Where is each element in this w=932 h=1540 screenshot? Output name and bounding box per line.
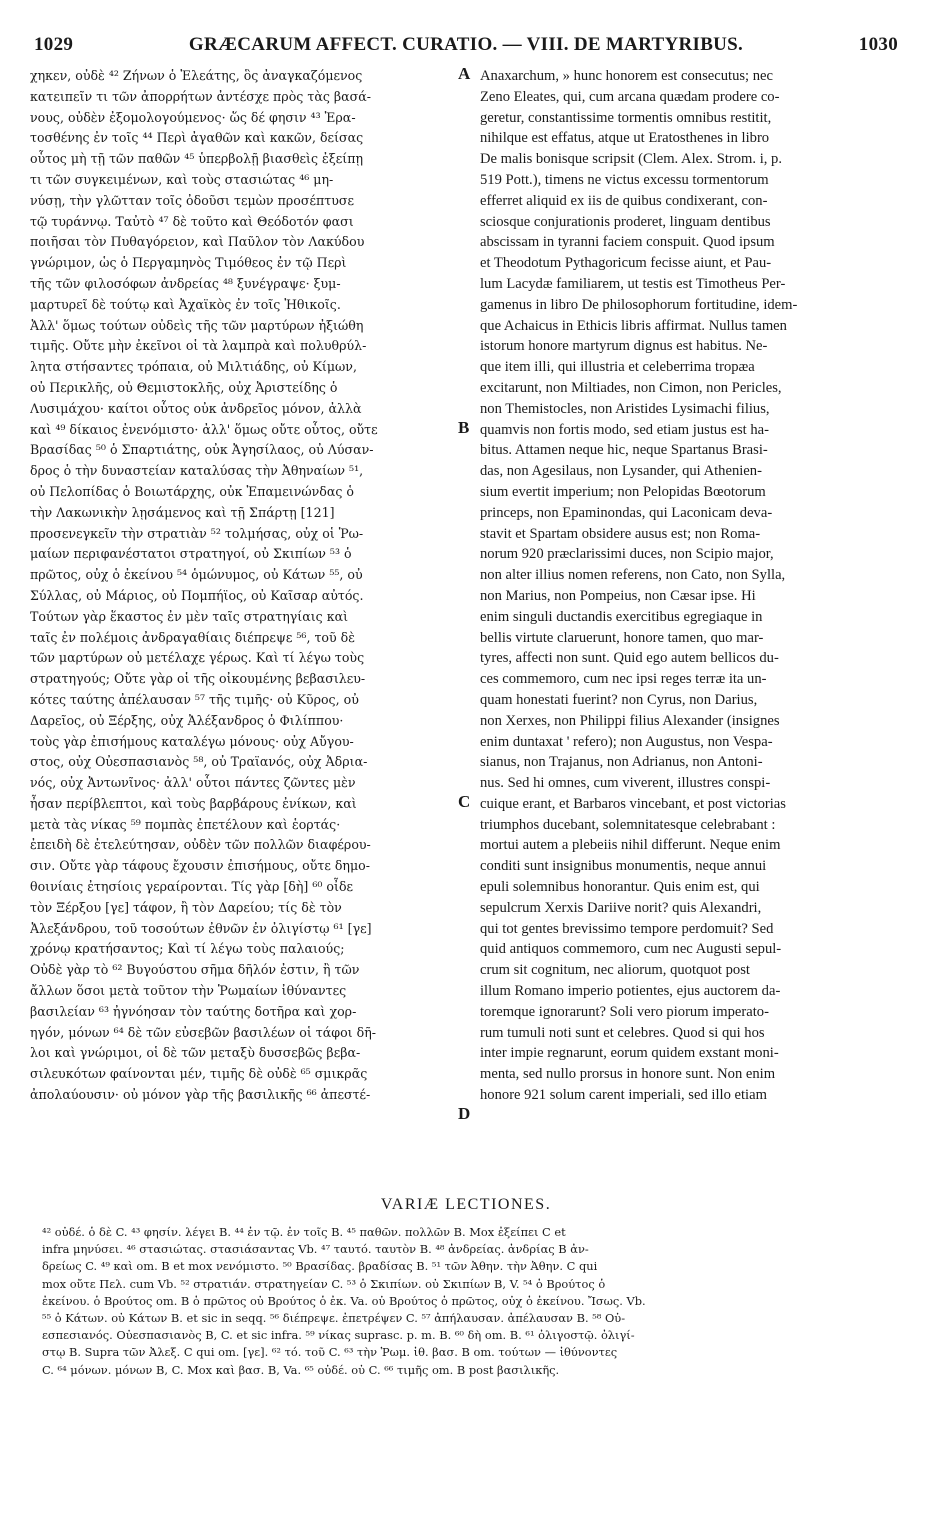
- latin-text-line: enim duntaxat ' refero); non Augustus, non Vespa-: [480, 733, 773, 750]
- page-number-right: 1030: [858, 34, 898, 55]
- greek-text-line: Οὐδὲ γὰρ τὸ ⁶² Βυγούστου σῆμα δῆλόν ἐστιν, ἢ τῶν: [30, 962, 360, 978]
- greek-text-line: τι τῶν συγκειμένων, καὶ τοὺς στασιώτας ⁴⁶ μη-: [30, 171, 334, 187]
- latin-text-line: Anaxarchum, » hunc honorem est consecutus; nec: [480, 68, 774, 84]
- latin-text-line: sium evertit imperium; non Pelopidas Bœotorum: [480, 483, 766, 500]
- latin-text-line: efferret aliquid ex iis de quibus condixerant, con-: [480, 192, 768, 209]
- greek-text-line: σιν. Οὔτε γὰρ τάφους ἔχουσιν ἐπισήμους, οὔτε δημο-: [30, 858, 370, 874]
- latin-column: [480, 66, 900, 1189]
- latin-text-line: honore 921 solum carent imperiali, sed illo etiam: [480, 1087, 767, 1104]
- variant-note-line: mox οὔτε Πελ. cum Vb. ⁵² στρατιάν. στρατηγείαν C. ⁵³ ὁ Σκιπίων. οὐ Σκιπίων B, V. ⁵⁴ ὁ Βρούτος ὁ: [42, 1276, 606, 1291]
- latin-text-line: sianus, non Trajanus, non Adrianus, non Antoni-: [480, 754, 763, 771]
- latin-text-line: istorum honore martyrum dignus est habitus. Ne-: [480, 338, 768, 355]
- greek-text-line: δρος ὁ τὴν δυναστείαν καταλύσας τὴν Ἀθηναίων ⁵¹,: [30, 463, 364, 479]
- greek-text-line: ἄλλων ὅσοι μετὰ τοῦτον τὴν Ῥωμαίων ἰθύναντες: [30, 983, 347, 999]
- latin-text-line: sciosque conjurationis proderet, linguam dentibus: [480, 213, 771, 230]
- variant-note-line: ἐκείνου. ὁ Βρούτος om. B ὁ πρῶτος οὐ Βρούτος ὁ ἐκ. Va. οὐ Βρούτος ὁ πρῶτος, οὐχ ὁ ἐκείνου. Ἴσως. Vb.: [42, 1293, 646, 1308]
- variant-note-line: ⁵⁵ ὁ Κάτων. οὐ Κάτων B. et sic in seqq. ⁵⁶ διέπρεψε. ἐπετρέψεν C. ⁵⁷ ἀπήλαυσαν. ἀπέλαυσαν B. ⁵⁸ Οὐ-: [42, 1310, 626, 1325]
- greek-text-line: Σύλλας, οὐ Μάριος, οὐ Πομπήϊος, οὐ Καῖσαρ αὐτός.: [30, 587, 364, 603]
- greek-text-line: νός, οὐχ Ἀντωνῖνος· ἀλλ' οὗτοι πάντες ζῶντες μὲν: [30, 775, 356, 791]
- latin-text-line: qui tot gentes brevissimo tempore perdomuit? Sed: [480, 920, 774, 937]
- latin-text-line: De malis bonisque scripsit (Clem. Alex. Strom. i, p.: [480, 151, 782, 168]
- latin-text-line: rum tumuli noti sunt et celebres. Quod si qui hos: [480, 1024, 765, 1041]
- variant-note-line: δρείως C. ⁴⁹ καὶ om. B et mox νενόμιστο. ⁵⁰ Βρασίδας. βραδίσας B. ⁵¹ τῶν Ἀθην. τὴν Ἀθην. C qui: [42, 1259, 598, 1274]
- greek-text-line: κότες ταύτης ἀπέλαυσαν ⁵⁷ τῆς τιμῆς· οὐ Κῦρος, οὐ: [30, 691, 359, 707]
- page-header: [34, 34, 898, 60]
- latin-text-line: quam honestati fuerint? non Cyrus, non Darius,: [480, 691, 758, 708]
- variant-note-line: infra μηνύσει. ⁴⁶ στασιώτας. στασιάσαντας Vb. ⁴⁷ ταυτό. ταυτὸν B. ⁴⁸ ἀνδρείας. ἀνδρίας B ἀν-: [42, 1242, 589, 1257]
- latin-text-line: nihilque est effatus, atque ut Eratosthenes in libro: [480, 130, 770, 147]
- latin-text-line: lum Lacydæ familiarem, ut testis est Timotheus Per-: [480, 275, 786, 292]
- latin-text-line: menta, sed nullo prorsus in honore sunt. Non enim: [480, 1066, 776, 1083]
- variae-lectiones-title: VARIÆ LECTIONES.: [380, 1196, 552, 1213]
- latin-text-line: gamenus in libro De philosophorum fortitudine, idem-: [480, 296, 798, 313]
- margin-mark-b: B: [458, 418, 470, 437]
- latin-text-line: epuli solemnibus honorantur. Quis enim est, qui: [480, 879, 760, 896]
- greek-text-line: οὗτος μὴ τῇ τῶν παθῶν ⁴⁵ ὑπερβολῇ βιασθεὶς ἐξείπῃ: [30, 151, 364, 167]
- greek-text-line: τοὺς γὰρ ἐπισήμους καταλέγω μόνους· οὐχ Αὔγου-: [30, 733, 354, 749]
- latin-text-line: 519 Pott.), timens ne victus excessu tormentorum: [480, 171, 769, 188]
- variant-note-line: ⁴² οὐδέ. ὁ δὲ C. ⁴³ φησίν. λέγει B. ⁴⁴ ἐν τῷ. ἐν τοῖς B. ⁴⁵ παθῶν. πολλῶν B. Mox ἐξείπει C et: [42, 1225, 566, 1239]
- latin-text-line: excitarunt, non Miltiades, non Cimon, non Pericles,: [480, 379, 782, 396]
- greek-text-line: τῶν μαρτύρων οὐ μετέλαχε γέρως. Καὶ τί λέγω τοὺς: [30, 650, 365, 666]
- greek-text-line: νους, οὐδὲν ἐξομολογούμενος· ὥς δέ φησιν ⁴³ Ἐρα-: [30, 109, 356, 125]
- running-title: GRÆCARUM AFFECT. CURATIO. — VIII. DE MARTYRIBUS.: [188, 34, 744, 55]
- latin-text-line: triumphos ducebant, solemnitatesque celebrabant :: [480, 816, 776, 833]
- greek-text-line: Ἀλεξάνδρου, τοῦ τοσούτων ἐθνῶν ἐν ὀλιγίστῳ ⁶¹ [γε]: [30, 920, 372, 936]
- greek-text-line: Δαρεῖος, οὐ Ξέρξης, οὐχ Ἀλέξανδρος ὁ Φιλίππου·: [30, 712, 344, 728]
- greek-text-line: τῷ τυράννῳ. Ταὐτὸ ⁴⁷ δὲ τοῦτο καὶ Θεόδοτόν φασι: [30, 213, 354, 229]
- latin-text-line: quamvis non fortis modo, sed etiam justus est ha-: [480, 421, 770, 438]
- greek-text-line: οὐ Πελοπίδας ὁ Βοιωτάρχης, οὐκ Ἐπαμεινώνδας ὁ: [30, 483, 355, 499]
- greek-text-line: προσενεγκεῖν τὴν στρατιὰν ⁵² τολμήσας, οὐχ οἱ Ῥω-: [30, 525, 364, 541]
- greek-text-line: πρῶτος, οὐχ ὁ ἐκείνου ⁵⁴ ὁμώνυμος, οὐ Κάτων ⁵⁵, οὐ: [30, 567, 363, 583]
- greek-text-line: τὸν Ξέρξου [γε] τάφον, ἢ τὸν Δαρείου; τίς δὲ τὸν: [30, 899, 342, 915]
- latin-text-line: conditi sunt insignibus monumentis, neque annui: [480, 858, 767, 875]
- latin-text-line: non Themistocles, non Aristides Lysimachi filius,: [480, 400, 770, 417]
- latin-text-line: norum 920 præclarissimi duces, non Scipio major,: [480, 546, 774, 563]
- greek-column: [30, 66, 460, 1189]
- greek-text-line: χρόνῳ κρατήσαντος; Καὶ τί λέγω τοὺς παλαιούς;: [30, 941, 345, 957]
- latin-text-line: illum Romano imperio potientes, ejus auctorem da-: [480, 983, 781, 1000]
- variant-note-line: C. ⁶⁴ μόνων. μόνων B, C. Mox καὶ βασ. B, Va. ⁶⁵ οὐδέ. οὐ C. ⁶⁶ τιμῆς om. B post βασιλικῆς.: [42, 1362, 560, 1377]
- latin-text-line: princeps, non Epaminondas, qui Laconicam deva-: [480, 504, 773, 521]
- latin-text-line: quid antiquos commemoro, cum nec Augusti sepul-: [480, 941, 782, 958]
- greek-text-line: τοσθένης ἐν τοῖς ⁴⁴ Περὶ ἀγαθῶν καὶ κακῶν, δείσας: [30, 130, 364, 146]
- greek-text-line: καὶ ⁴⁹ δίκαιος ἐνενόμιστο· ἀλλ' ὅμως οὔτε οὗτος, οὔτε: [30, 421, 378, 437]
- greek-text-line: Βρασίδας ⁵⁰ ὁ Σπαρτιάτης, οὐκ Ἀγησίλαος, οὐ Λύσαν-: [30, 442, 374, 458]
- latin-text-line: non Marius, non Pompeius, non Cæsar ipse. Hi: [480, 587, 756, 604]
- greek-text-line: κατειπεῖν τι τῶν ἀπορρήτων ἀντέσχε πρὸς τὰς βασά-: [30, 88, 372, 104]
- greek-text-line: τῆς τῶν φιλοσόφων ἀνδρείας ⁴⁸ ξυνέγραψε· ξυμ-: [30, 275, 341, 291]
- greek-text-line: λητα στήσαντες τρόπαια, οὐ Μιλτιάδης, οὐ Κίμων,: [30, 359, 357, 375]
- latin-text-line: non alter illius nomen referens, non Cato, non Sylla,: [480, 567, 786, 584]
- variae-lectiones-notes: [42, 1224, 898, 1379]
- greek-text-line: Ἀλλ' ὅμως τούτων οὐδεὶς τῆς τῶν μαρτύρων ἠξιώθη: [30, 317, 364, 333]
- latin-text-line: et Theodotum Pythagoricum fecisse aiunt, et Pau-: [480, 255, 772, 272]
- greek-text-line: θοινίαις ἐτησίοις γεραίρονται. Τίς γὰρ [δὴ] ⁶⁰ οἶδε: [30, 879, 354, 895]
- greek-text-line: ηγόν, μόνων ⁶⁴ δὲ τῶν εὐσεβῶν βασιλέων οἱ τάφοι δῆ-: [30, 1024, 376, 1040]
- greek-text-line: Λυσιμάχου· καίτοι οὗτος οὐκ ἀνδρεῖος μόνον, ἀλλὰ: [30, 400, 362, 416]
- latin-text-line: non Xerxes, non Philippi filius Alexander (insignes: [480, 712, 780, 729]
- margin-mark-c: C: [458, 792, 471, 811]
- latin-text-line: que item illi, qui illustria et celeberrima tropæa: [480, 359, 755, 376]
- latin-text-line: das, non Agesilaus, non Lysander, qui Athenien-: [480, 463, 762, 480]
- greek-text-line: στος, οὐχ Οὐεσπασιανὸς ⁵⁸, οὐ Τραϊανός, οὐχ Ἀδρια-: [30, 754, 368, 770]
- greek-text-line: ἐπειδὴ δὲ ἐτελεύτησαν, οὐδὲν τῶν πολλῶν διαφέρου-: [30, 837, 371, 853]
- greek-text-line: σιλευκότων φαίνονται μέν, τιμῆς δὲ οὐδὲ ⁶⁵ σμικρᾶς: [30, 1066, 368, 1082]
- variant-note-line: στῳ B. Supra τῶν Ἀλεξ. C qui om. [γε]. ⁶² τό. τοῦ C. ⁶³ τὴν Ῥωμ. ἰθ. βασ. B om. τούτων — ἰθύνοντες: [42, 1345, 618, 1360]
- greek-text-line: βασιλείαν ⁶³ ἠγνόησαν τὸν ταύτης δοτῆρα καὶ χορ-: [30, 1003, 357, 1019]
- latin-text-line: inter impie regnarunt, eorum quidem exstant moni-: [480, 1045, 779, 1062]
- latin-text-line: nus. Sed hi omnes, cum viverent, illustres conspi-: [480, 775, 771, 792]
- latin-text-line: ces commemoro, cum nec ipsi reges terræ ita un-: [480, 671, 767, 688]
- greek-text-line: τιμῆς. Οὔτε μὴν ἐκεῖνοι οἱ τὰ λαμπρὰ καὶ πολυθρύλ-: [30, 338, 367, 354]
- greek-text-line: Τούτων γὰρ ἕκαστος ἐν μὲν ταῖς στρατηγίαις καὶ: [30, 608, 349, 624]
- latin-text-line: Zeno Eleates, qui, cum arcana quædam prodere co-: [480, 88, 780, 105]
- greek-text-line: χηκεν, οὐδὲ ⁴² Ζήνων ὁ Ἐλεάτης, ὃς ἀναγκαζόμενος: [30, 68, 363, 83]
- greek-text-line: ἦσαν περίβλεπτοι, καὶ τοὺς βαρβάρους ἐνίκων, καὶ: [30, 795, 357, 811]
- latin-text-line: toremque ignorarunt? Soli vero piorum imperato-: [480, 1003, 769, 1020]
- greek-text-line: ποιῆσαι τὸν Πυθαγόρειον, καὶ Παῦλον τὸν Λακύδου: [30, 234, 365, 250]
- latin-text-line: abscissam in tyranni faciem conspuit. Quod ipsum: [480, 234, 775, 251]
- greek-text-line: ταῖς ἐν πολέμοις ἀνδραγαθίαις διέπρεψε ⁵⁶, τοῦ δὲ: [30, 629, 356, 645]
- greek-text-line: οὐ Περικλῆς, οὐ Θεμιστοκλῆς, οὐχ Ἀριστείδης ὁ: [30, 379, 338, 395]
- greek-text-line: μετὰ τὰς νίκας ⁵⁹ πομπὰς ἐπετέλουν καὶ ἑορτάς·: [30, 816, 341, 832]
- latin-text-line: que Achaicus in Ethicis libris affirmat. Nullus tamen: [480, 317, 787, 334]
- greek-text-line: νύσῃ, τὴν γλῶτταν τοῖς ὀδοῦσι τεμὼν προσέπτυσε: [30, 192, 355, 208]
- margin-mark-a: A: [458, 64, 471, 83]
- greek-text-line: γνώριμον, ὡς ὁ Περγαμηνὸς Τιμόθεος ἐν τῷ Περὶ: [30, 255, 347, 271]
- latin-text-line: mortui autem a plebeiis nihil differunt. Neque enim: [480, 837, 781, 854]
- greek-text-line: λοι καὶ γνώριμοι, οἱ δὲ τῶν μεταξὺ δυσσεβῶς βεβα-: [30, 1045, 361, 1061]
- latin-text-line: stavit et Spartam obsidere ausus est; non Roma-: [480, 525, 761, 542]
- latin-text-line: crum sit cognitum, nec aliorum, quotquot post: [480, 962, 750, 979]
- latin-text-line: bellis virtute claruerunt, honore tamen, quo mar-: [480, 629, 764, 646]
- latin-text-line: geretur, constantissime tormentis omnibus restitit,: [480, 109, 772, 126]
- latin-text-line: cuique erant, et Barbaros vincebant, et post victorias: [480, 795, 786, 812]
- variant-note-line: εσπεσιανός. Οὐεσπασιανὸς B, C. et sic infra. ⁵⁹ νίκας suprasc. p. m. B. ⁶⁰ δὴ om. B. ⁶¹ ὀλιγοστῷ. ὀλιγί-: [42, 1328, 635, 1343]
- margin-mark-d: D: [458, 1104, 471, 1123]
- greek-text-line: στρατηγούς; Οὔτε γὰρ οἱ τῆς οἰκουμένης βεβασιλευ-: [30, 671, 366, 687]
- greek-text-line: μαρτυρεῖ δὲ τούτῳ καὶ Ἀχαϊκὸς ἐν τοῖς Ἠθικοῖς.: [30, 296, 341, 312]
- page-number-left: 1029: [34, 34, 74, 55]
- greek-text-line: μαίων περιφανέστατοι στρατηγοί, οὐ Σκιπίων ⁵³ ὁ: [30, 546, 352, 562]
- latin-text-line: bitus. Attamen neque hic, neque Spartanus Brasi-: [480, 442, 768, 459]
- greek-text-line: ἀπολαύουσιν· οὐ μόνον γὰρ τῆς βασιλικῆς ⁶⁶ ἀπεστέ-: [30, 1087, 371, 1103]
- greek-text-line: τὴν Λακωνικὴν λῃσάμενος καὶ τῇ Σπάρτῃ [121]: [30, 504, 335, 520]
- latin-text-line: enim singuli ductandis exercitibus egregiaque in: [480, 608, 763, 625]
- latin-text-line: sepulcrum Xerxis Dariive norit? quis Alexandri,: [480, 899, 762, 916]
- latin-text-line: tyres, affecti non sunt. Quid ego autem bellicos du-: [480, 650, 779, 667]
